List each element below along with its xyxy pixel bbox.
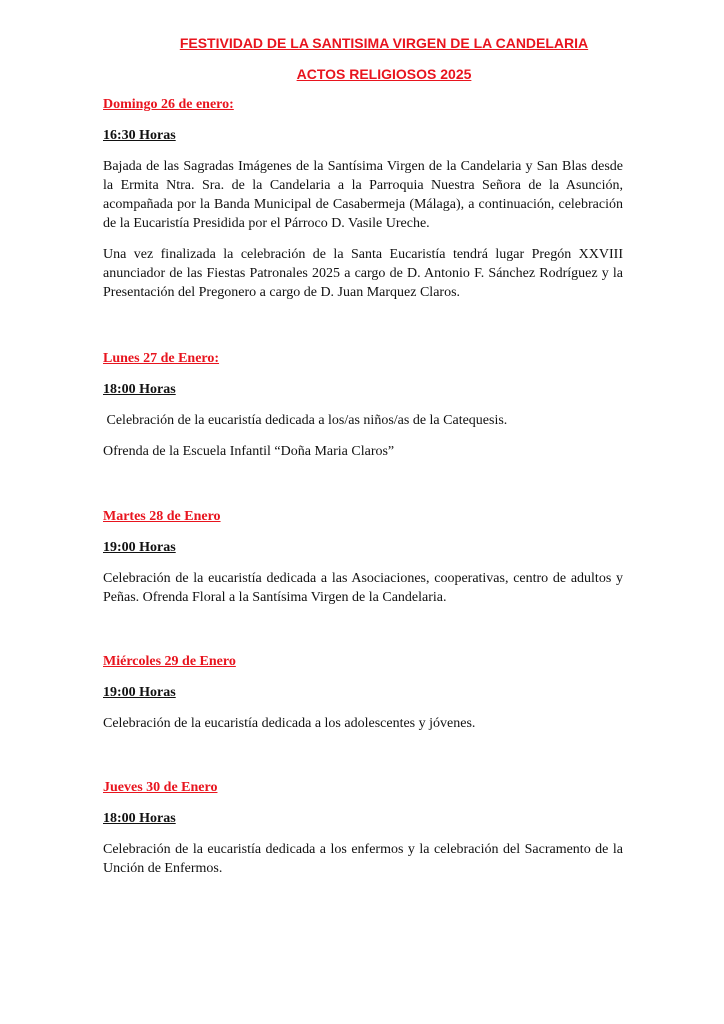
event-date: Martes 28 de Enero — [103, 509, 221, 524]
event-time: 18:00 Horas — [103, 811, 176, 826]
event-description: Una vez finalizada la celebración de la Santa Eucaristía tendrá lugar Pregón XXVIII anunciador de las Fiestas Patronales 2025 a cargo de D. Antonio F. Sánchez Rodríguez y la Presentación del Pregonero a cargo de D. Juan Marquez Claros. — [103, 247, 623, 300]
event-description: Celebración de la eucaristía dedicada a los enfermos y la celebración del Sacramento de la Unción de Enfermos. — [103, 842, 623, 876]
event-time: 19:00 Horas — [103, 540, 176, 555]
event-time: 19:00 Horas — [103, 685, 176, 700]
event-date: Miércoles 29 de Enero — [103, 654, 236, 669]
event-date: Jueves 30 de Enero — [103, 780, 218, 795]
event-description: Celebración de la eucaristía dedicada a los/as niños/as de la Catequesis. — [103, 413, 508, 428]
event-description: Ofrenda de la Escuela Infantil “Doña Maria Claros” — [103, 444, 395, 459]
event-date: Lunes 27 de Enero: — [103, 351, 220, 366]
event-section-lunes — [103, 350, 623, 461]
document-subtitle: ACTOS RELIGIOSOS 2025 — [296, 66, 472, 82]
event-time: 16:30 Horas — [103, 128, 176, 143]
event-section-jueves — [103, 779, 623, 878]
event-description: Celebración de la eucaristía dedicada a las Asociaciones, cooperativas, centro de adultos y Peñas. Ofrenda Floral a la Santísima Virgen de la Candelaria. — [103, 571, 623, 605]
event-section-martes — [103, 508, 623, 607]
event-date: Domingo 26 de enero: — [103, 97, 234, 112]
event-time: 18:00 Horas — [103, 382, 176, 397]
event-description: Celebración de la eucaristía dedicada a los adolescentes y jóvenes. — [103, 716, 476, 731]
event-section-domingo — [103, 96, 623, 302]
document-title: FESTIVIDAD DE LA SANTISIMA VIRGEN DE LA CANDELARIA — [179, 35, 589, 51]
event-description: Bajada de las Sagradas Imágenes de la Santísima Virgen de la Candelaria y San Blas desde la Ermita Ntra. Sra. de la Candelaria a la Parroquia Nuestra Señora de la Asunción, acompañada por la Banda Municipal de Casabermeja (Málaga), a continuación, celebración de la Eucaristía Presidida por el Párroco D. Vasile Ureche. — [103, 159, 623, 231]
event-section-miercoles — [103, 653, 623, 733]
